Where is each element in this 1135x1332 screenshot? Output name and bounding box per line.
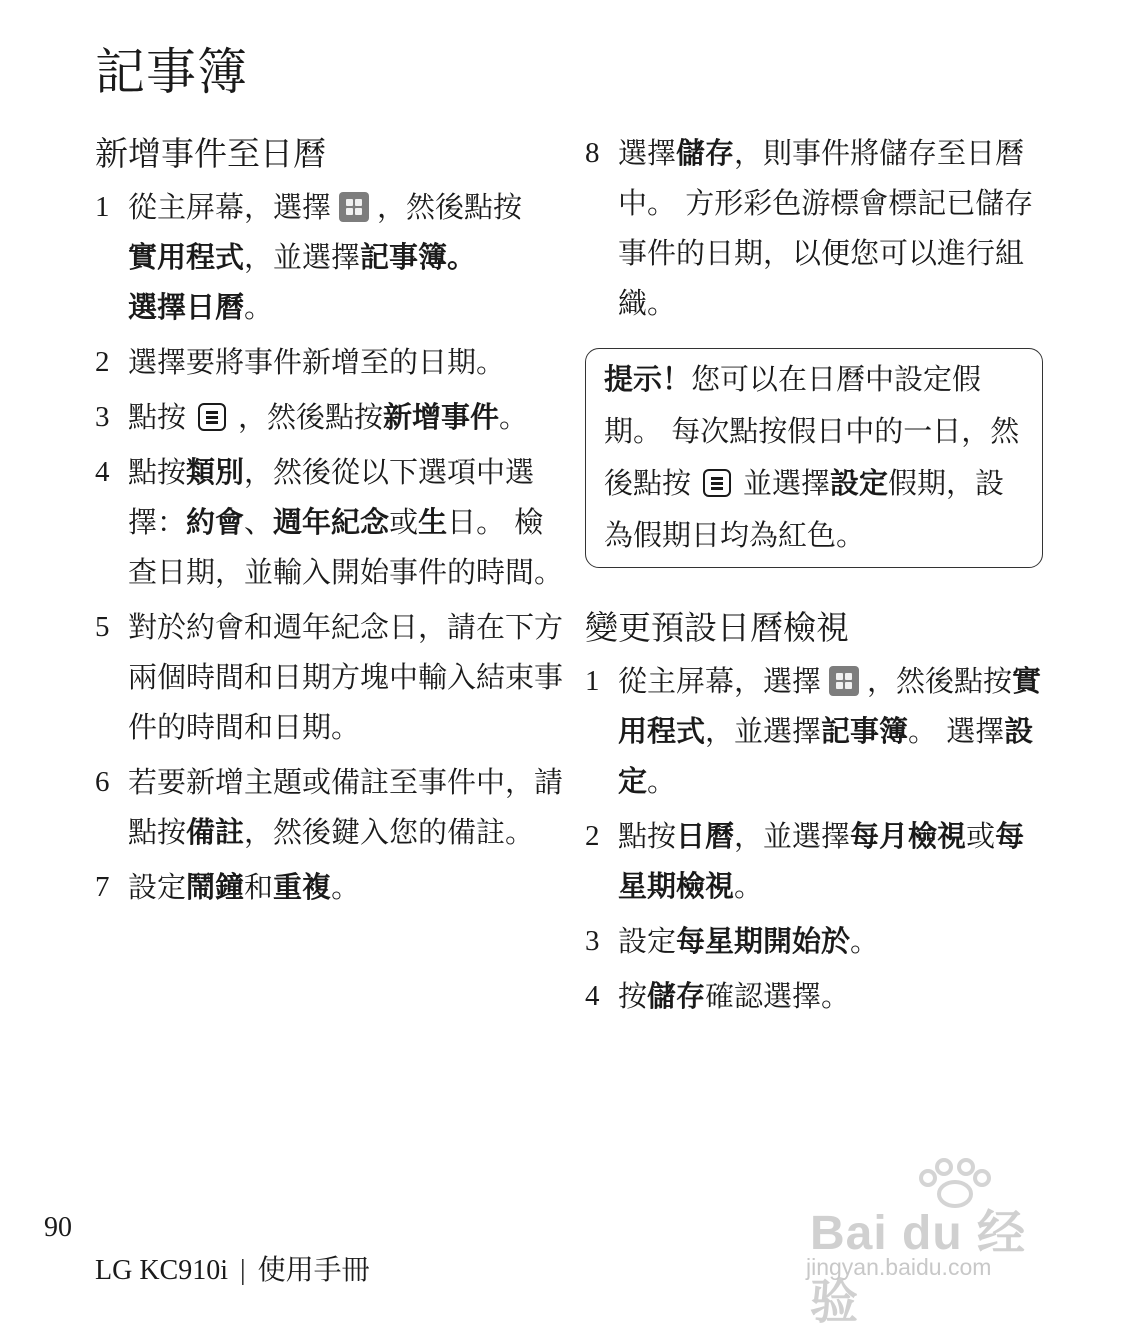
watermark-url: jingyan.baidu.com (806, 1254, 992, 1280)
step-3 (95, 392, 565, 442)
step-text: 點按日曆，並選擇每月檢視或每星期檢視。 (618, 819, 1025, 903)
page-number: 90 (44, 1212, 72, 1243)
step-1 (95, 182, 565, 332)
apps-grid-icon (339, 192, 369, 222)
step-number: 8 (585, 137, 600, 169)
step-text: 選擇儲存，則事件將儲存至日曆中。 方形彩色游標會標記已儲存事件的日期，以便您可以進行組織。 (618, 136, 1034, 320)
step-number: 4 (95, 456, 110, 488)
step-text: 若要新增主題或備註至事件中，請點按備註，然後鍵入您的備註。 (128, 765, 564, 849)
step-4 (95, 447, 565, 597)
step-number: 3 (95, 401, 110, 433)
step-1 (585, 656, 1045, 806)
step-text: 從主屏幕，選擇 ，然後點按 實用程式，並選擇記事簿。 選擇日曆。 (128, 190, 523, 324)
step-text: 點按類別，然後從以下選項中選擇：約會、週年紀念或生日。 檢查日期，並輸入開始事件的時間。 (128, 455, 564, 589)
step-number: 7 (95, 871, 110, 903)
step-text: 按儲存確認選擇。 (618, 979, 851, 1013)
left-column (95, 128, 565, 917)
step-number: 1 (585, 665, 600, 697)
step-text: 選擇要將事件新增至的日期。 (128, 345, 506, 379)
step-number: 2 (95, 346, 110, 378)
step-text: 對於約會和週年紀念日，請在下方兩個時間和日期方塊中輸入結束事件的時間和日期。 (128, 610, 564, 744)
section-change-view (585, 602, 1045, 1021)
page-title: 記事簿 (95, 43, 248, 101)
menu-icon (703, 469, 731, 497)
watermark-logo-text: Bai du 经验 (810, 1207, 1027, 1329)
step-text: 設定每星期開始於。 (618, 924, 880, 958)
step-4 (585, 971, 1045, 1021)
step-number: 1 (95, 191, 110, 223)
footer-model: LG KC910i | 使用手冊 (95, 1255, 370, 1286)
section-heading-add-event: 新增事件至日曆 (95, 134, 326, 173)
tip-box: 提示！您可以在日曆中設定假期。 每次點按假日中的一日，然後點按 並選擇設定假期，設為假期日均為紅色。 (585, 348, 1043, 568)
step-7 (95, 862, 565, 912)
step-6 (95, 757, 565, 857)
step-text: 點按 ，然後點按新增事件。 (128, 400, 529, 434)
apps-grid-icon (829, 666, 859, 696)
menu-icon (198, 403, 226, 431)
step-text: 設定鬧鐘和重複。 (128, 870, 361, 904)
section-heading-change-view: 變更預設日曆檢視 (585, 608, 849, 647)
right-column (585, 128, 1045, 1026)
step-2 (95, 337, 565, 387)
step-number: 5 (95, 611, 110, 643)
step-text: 從主屏幕，選擇 ，然後點按實用程式，並選擇記事簿。 選擇設定。 (618, 664, 1042, 798)
step-number: 2 (585, 820, 600, 852)
step-number: 3 (585, 925, 600, 957)
step-8 (585, 128, 1045, 328)
step-number: 6 (95, 766, 110, 798)
step-number: 4 (585, 980, 600, 1012)
step-2 (585, 811, 1045, 911)
step-5 (95, 602, 565, 752)
tip-label: 提示！ (604, 362, 692, 396)
step-3 (585, 916, 1045, 966)
baidu-watermark (800, 1158, 1070, 1329)
